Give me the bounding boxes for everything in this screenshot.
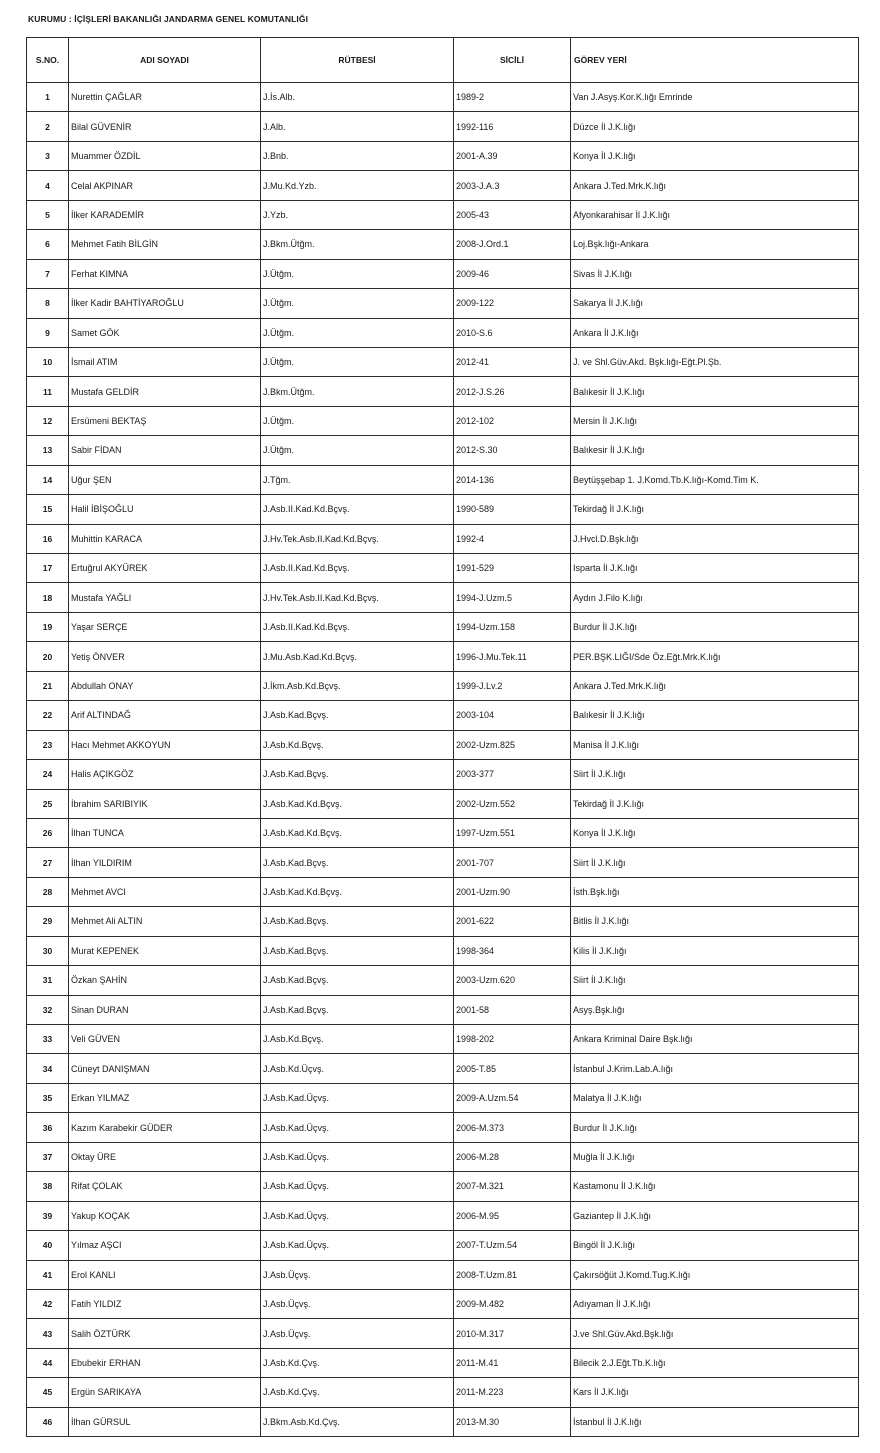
cell-name: Nurettin ÇAĞLAR (69, 83, 261, 112)
cell-name: Samet GÖK (69, 318, 261, 347)
cell-name: Muhittin KARACA (69, 524, 261, 553)
cell-name: Yakup KOÇAK (69, 1201, 261, 1230)
cell-sno: 4 (27, 171, 69, 200)
table-row (27, 1231, 859, 1260)
cell-duty-station: Asyş.Bşk.lığı (571, 995, 859, 1024)
table-row (27, 877, 859, 906)
cell-sno: 18 (27, 583, 69, 612)
table-row (27, 230, 859, 259)
cell-sno: 13 (27, 436, 69, 465)
cell-duty-station: İsth.Bşk.lığı (571, 877, 859, 906)
cell-sicil: 2007-M.321 (454, 1172, 571, 1201)
cell-sno: 7 (27, 259, 69, 288)
cell-duty-station: Balıkesir İl J.K.lığı (571, 436, 859, 465)
cell-sicil: 2006-M.373 (454, 1113, 571, 1142)
cell-duty-station: J.Hvcl.D.Bşk.lığı (571, 524, 859, 553)
cell-name: Uğur ŞEN (69, 465, 261, 494)
cell-sicil: 2009-M.482 (454, 1289, 571, 1318)
cell-duty-station: İstanbul İl J.K.lığı (571, 1407, 859, 1436)
cell-duty-station: Ankara J.Ted.Mrk.K.lığı (571, 171, 859, 200)
table-row (27, 200, 859, 229)
table-row (27, 730, 859, 759)
cell-name: Cüneyt DANIŞMAN (69, 1054, 261, 1083)
cell-duty-station: Afyonkarahisar İl J.K.lığı (571, 200, 859, 229)
cell-rank: J.Hv.Tek.Asb.II.Kad.Kd.Bçvş. (261, 583, 454, 612)
cell-sicil: 2012-102 (454, 406, 571, 435)
cell-sicil: 2005-43 (454, 200, 571, 229)
table-row (27, 377, 859, 406)
cell-rank: J.Bkm.Ütğm. (261, 230, 454, 259)
cell-sicil: 2011-M.223 (454, 1378, 571, 1407)
cell-rank: J.Hv.Tek.Asb.II.Kad.Kd.Bçvş. (261, 524, 454, 553)
cell-sicil: 2012-S.30 (454, 436, 571, 465)
cell-rank: J.Asb.Kad.Üçvş. (261, 1201, 454, 1230)
cell-sicil: 2001-Uzm.90 (454, 877, 571, 906)
cell-sno: 11 (27, 377, 69, 406)
cell-rank: J.Ütğm. (261, 436, 454, 465)
cell-rank: J.Asb.Kad.Üçvş. (261, 1083, 454, 1112)
cell-sicil: 2008-J.Ord.1 (454, 230, 571, 259)
cell-duty-station: Balıkesir İl J.K.lığı (571, 701, 859, 730)
cell-duty-station: Bingöl İl J.K.lığı (571, 1231, 859, 1260)
cell-sno: 23 (27, 730, 69, 759)
cell-sno: 29 (27, 907, 69, 936)
cell-rank: J.Asb.Kad.Bçvş. (261, 848, 454, 877)
cell-duty-station: Konya İl J.K.lığı (571, 141, 859, 170)
cell-sicil: 2001-707 (454, 848, 571, 877)
cell-sicil: 2003-Uzm.620 (454, 966, 571, 995)
cell-name: Özkan ŞAHİN (69, 966, 261, 995)
cell-rank: J.Tğm. (261, 465, 454, 494)
table-row (27, 112, 859, 141)
cell-rank: J.Bnb. (261, 141, 454, 170)
cell-rank: J.İs.Alb. (261, 83, 454, 112)
cell-sicil: 2003-J.A.3 (454, 171, 571, 200)
cell-name: Erol KANLI (69, 1260, 261, 1289)
table-header (27, 38, 859, 83)
cell-name: Ergün SARIKAYA (69, 1378, 261, 1407)
cell-name: Mustafa GELDİR (69, 377, 261, 406)
cell-sno: 44 (27, 1348, 69, 1377)
cell-sno: 2 (27, 112, 69, 141)
cell-sicil: 1999-J.Lv.2 (454, 671, 571, 700)
cell-name: Bilal GÜVENİR (69, 112, 261, 141)
cell-sicil: 2006-M.28 (454, 1142, 571, 1171)
document-header: KURUMU : İÇİŞLERİ BAKANLIĞI JANDARMA GENEL KOMUTANLIĞI (28, 14, 309, 24)
table-row (27, 1025, 859, 1054)
cell-name: Yaşar SERÇE (69, 612, 261, 641)
cell-rank: J.Asb.Kad.Bçvş. (261, 966, 454, 995)
cell-sicil: 2012-J.S.26 (454, 377, 571, 406)
table-row (27, 701, 859, 730)
cell-duty-station: J. ve Shl.Güv.Akd. Bşk.lığı-Eğt.Pl.Şb. (571, 347, 859, 376)
cell-name: Celal AKPINAR (69, 171, 261, 200)
cell-sno: 3 (27, 141, 69, 170)
cell-duty-station: Aydın J.Filo K.lığı (571, 583, 859, 612)
cell-duty-station: Balıkesir İl J.K.lığı (571, 377, 859, 406)
cell-name: Halis AÇIKGÖZ (69, 760, 261, 789)
cell-sno: 39 (27, 1201, 69, 1230)
cell-sno: 15 (27, 495, 69, 524)
cell-name: İlhan TUNCA (69, 818, 261, 847)
cell-sno: 31 (27, 966, 69, 995)
cell-sno: 5 (27, 200, 69, 229)
cell-sicil: 1994-Uzm.158 (454, 612, 571, 641)
cell-rank: J.Bkm.Asb.Kd.Çvş. (261, 1407, 454, 1436)
cell-duty-station: Düzce İl J.K.lığı (571, 112, 859, 141)
cell-sicil: 1994-J.Uzm.5 (454, 583, 571, 612)
cell-name: Halil İBİŞOĞLU (69, 495, 261, 524)
cell-sicil: 2013-M.30 (454, 1407, 571, 1436)
cell-rank: J.Asb.Kad.Bçvş. (261, 995, 454, 1024)
cell-rank: J.Asb.II.Kad.Kd.Bçvş. (261, 495, 454, 524)
cell-name: Abdullah ONAY (69, 671, 261, 700)
cell-sno: 36 (27, 1113, 69, 1142)
cell-sicil: 1998-364 (454, 936, 571, 965)
cell-sicil: 2003-104 (454, 701, 571, 730)
table-row (27, 83, 859, 112)
table-row (27, 612, 859, 641)
cell-sno: 34 (27, 1054, 69, 1083)
cell-duty-station: İstanbul J.Krim.Lab.A.lığı (571, 1054, 859, 1083)
table-row (27, 671, 859, 700)
cell-name: Arif ALTINDAĞ (69, 701, 261, 730)
cell-name: Hacı Mehmet AKKOYUN (69, 730, 261, 759)
cell-name: İlhan GÜRSUL (69, 1407, 261, 1436)
cell-duty-station: Burdur İl J.K.lığı (571, 612, 859, 641)
cell-sno: 6 (27, 230, 69, 259)
table-row (27, 1142, 859, 1171)
cell-rank: J.Asb.Üçvş. (261, 1319, 454, 1348)
cell-sno: 32 (27, 995, 69, 1024)
cell-sno: 1 (27, 83, 69, 112)
table-row (27, 1348, 859, 1377)
table-row (27, 1172, 859, 1201)
cell-sno: 8 (27, 289, 69, 318)
cell-name: Erkan YILMAZ (69, 1083, 261, 1112)
cell-name: Ebubekir ERHAN (69, 1348, 261, 1377)
cell-duty-station: Tekirdağ İl J.K.lığı (571, 789, 859, 818)
cell-duty-station: Van J.Asyş.Kor.K.lığı Emrinde (571, 83, 859, 112)
table-row (27, 347, 859, 376)
cell-sicil: 2010-M.317 (454, 1319, 571, 1348)
table-row (27, 1319, 859, 1348)
cell-rank: J.Asb.Kad.Bçvş. (261, 760, 454, 789)
personnel-table (26, 37, 859, 1437)
cell-name: Mustafa YAĞLI (69, 583, 261, 612)
cell-sno: 14 (27, 465, 69, 494)
cell-name: Rifat ÇOLAK (69, 1172, 261, 1201)
cell-sno: 27 (27, 848, 69, 877)
cell-name: Sinan DURAN (69, 995, 261, 1024)
table-row (27, 1201, 859, 1230)
cell-name: Mehmet AVCI (69, 877, 261, 906)
cell-rank: J.Mu.Asb.Kad.Kd.Bçvş. (261, 642, 454, 671)
cell-sicil: 2002-Uzm.552 (454, 789, 571, 818)
cell-sno: 46 (27, 1407, 69, 1436)
cell-duty-station: Kastamonu İl J.K.lığı (571, 1172, 859, 1201)
cell-sicil: 2001-622 (454, 907, 571, 936)
cell-rank: J.Ütğm. (261, 406, 454, 435)
cell-name: Ertuğrul AKYÜREK (69, 554, 261, 583)
cell-sicil: 2001-A.39 (454, 141, 571, 170)
cell-rank: J.Asb.Üçvş. (261, 1260, 454, 1289)
cell-rank: J.Asb.Kad.Kd.Bçvş. (261, 877, 454, 906)
table-body (27, 83, 859, 1437)
cell-rank: J.Asb.Kad.Bçvş. (261, 701, 454, 730)
cell-sno: 22 (27, 701, 69, 730)
table-row (27, 1054, 859, 1083)
cell-duty-station: Konya İl J.K.lığı (571, 818, 859, 847)
cell-sno: 43 (27, 1319, 69, 1348)
cell-sicil: 1998-202 (454, 1025, 571, 1054)
cell-duty-station: Siirt İl J.K.lığı (571, 760, 859, 789)
cell-rank: J.Asb.Kd.Çvş. (261, 1378, 454, 1407)
cell-duty-station: Siirt İl J.K.lığı (571, 848, 859, 877)
column-header-sno: S.NO. (27, 38, 69, 83)
table-row (27, 524, 859, 553)
cell-sno: 30 (27, 936, 69, 965)
cell-name: Veli GÜVEN (69, 1025, 261, 1054)
cell-duty-station: J.ve Shl.Güv.Akd.Bşk.lığı (571, 1319, 859, 1348)
cell-sicil: 2001-58 (454, 995, 571, 1024)
cell-sno: 26 (27, 818, 69, 847)
cell-rank: J.Ütğm. (261, 318, 454, 347)
cell-sicil: 2009-46 (454, 259, 571, 288)
table-row (27, 642, 859, 671)
cell-rank: J.Asb.Kad.Kd.Bçvş. (261, 789, 454, 818)
table-row (27, 936, 859, 965)
cell-sno: 17 (27, 554, 69, 583)
table-row (27, 966, 859, 995)
cell-sicil: 1992-4 (454, 524, 571, 553)
cell-sicil: 2014-136 (454, 465, 571, 494)
cell-sicil: 1990-589 (454, 495, 571, 524)
table-row (27, 436, 859, 465)
cell-duty-station: Beytüşşebap 1. J.Komd.Tb.K.lığı-Komd.Tim K. (571, 465, 859, 494)
table-row (27, 583, 859, 612)
table-row (27, 259, 859, 288)
cell-name: Mehmet Fatih BİLGİN (69, 230, 261, 259)
table-row (27, 318, 859, 347)
table-row (27, 1378, 859, 1407)
cell-sno: 45 (27, 1378, 69, 1407)
cell-rank: J.Asb.Kad.Üçvş. (261, 1231, 454, 1260)
cell-rank: J.Ütğm. (261, 289, 454, 318)
cell-rank: J.Mu.Kd.Yzb. (261, 171, 454, 200)
cell-name: Sabir FİDAN (69, 436, 261, 465)
table-row (27, 848, 859, 877)
table-row (27, 995, 859, 1024)
cell-name: İlker Kadir BAHTİYAROĞLU (69, 289, 261, 318)
cell-rank: J.Alb. (261, 112, 454, 141)
column-header-name: ADI SOYADI (69, 38, 261, 83)
table-row (27, 554, 859, 583)
cell-duty-station: Sivas İl J.K.lığı (571, 259, 859, 288)
cell-sno: 9 (27, 318, 69, 347)
table-row (27, 141, 859, 170)
table-row (27, 465, 859, 494)
cell-duty-station: Bilecik 2.J.Eğt.Tb.K.lığı (571, 1348, 859, 1377)
cell-sicil: 2008-T.Uzm.81 (454, 1260, 571, 1289)
cell-name: Yılmaz AŞCI (69, 1231, 261, 1260)
table-row (27, 406, 859, 435)
cell-duty-station: Ankara İl J.K.lığı (571, 318, 859, 347)
cell-name: Fatih YILDIZ (69, 1289, 261, 1318)
cell-sicil: 1991-529 (454, 554, 571, 583)
cell-name: Ersümeni BEKTAŞ (69, 406, 261, 435)
cell-rank: J.Asb.Kd.Üçvş. (261, 1054, 454, 1083)
cell-rank: J.Asb.Üçvş. (261, 1289, 454, 1318)
column-header-rank: RÜTBESİ (261, 38, 454, 83)
table-row (27, 171, 859, 200)
cell-duty-station: Sakarya İl J.K.lığı (571, 289, 859, 318)
cell-duty-station: Tekirdağ İl J.K.lığı (571, 495, 859, 524)
cell-sicil: 2012-41 (454, 347, 571, 376)
cell-rank: J.Asb.II.Kad.Kd.Bçvş. (261, 612, 454, 641)
cell-sno: 16 (27, 524, 69, 553)
cell-rank: J.Asb.Kad.Bçvş. (261, 907, 454, 936)
cell-duty-station: Gaziantep İl J.K.lığı (571, 1201, 859, 1230)
cell-rank: J.Asb.II.Kad.Kd.Bçvş. (261, 554, 454, 583)
cell-name: Muammer ÖZDİL (69, 141, 261, 170)
cell-name: Oktay ÜRE (69, 1142, 261, 1171)
cell-rank: J.Asb.Kad.Bçvş. (261, 936, 454, 965)
cell-sno: 20 (27, 642, 69, 671)
cell-sicil: 1989-2 (454, 83, 571, 112)
table-row (27, 1083, 859, 1112)
table-row (27, 789, 859, 818)
cell-sno: 24 (27, 760, 69, 789)
cell-name: İlker KARADEMİR (69, 200, 261, 229)
cell-rank: J.Yzb. (261, 200, 454, 229)
cell-rank: J.Asb.Kd.Bçvş. (261, 1025, 454, 1054)
cell-sicil: 2011-M.41 (454, 1348, 571, 1377)
cell-duty-station: Siirt İl J.K.lığı (571, 966, 859, 995)
cell-sicil: 2009-122 (454, 289, 571, 318)
cell-sno: 12 (27, 406, 69, 435)
table-row (27, 289, 859, 318)
cell-duty-station: Malatya İl J.K.lığı (571, 1083, 859, 1112)
cell-name: Yetiş ÖNVER (69, 642, 261, 671)
cell-duty-station: Mersin İl J.K.lığı (571, 406, 859, 435)
table-row (27, 907, 859, 936)
cell-rank: J.İkm.Asb.Kd.Bçvş. (261, 671, 454, 700)
cell-sicil: 2010-S.6 (454, 318, 571, 347)
cell-sno: 38 (27, 1172, 69, 1201)
cell-sno: 41 (27, 1260, 69, 1289)
cell-duty-station: Isparta İl J.K.lığı (571, 554, 859, 583)
cell-rank: J.Ütğm. (261, 347, 454, 376)
cell-rank: J.Ütğm. (261, 259, 454, 288)
cell-duty-station: Ankara J.Ted.Mrk.K.lığı (571, 671, 859, 700)
cell-sicil: 2007-T.Uzm.54 (454, 1231, 571, 1260)
cell-sicil: 2003-377 (454, 760, 571, 789)
cell-sicil: 2005-T.85 (454, 1054, 571, 1083)
cell-name: Kazım Karabekir GÜDER (69, 1113, 261, 1142)
cell-sicil: 2009-A.Uzm.54 (454, 1083, 571, 1112)
cell-rank: J.Asb.Kad.Üçvş. (261, 1142, 454, 1171)
cell-rank: J.Asb.Kd.Çvş. (261, 1348, 454, 1377)
cell-duty-station: PER.BŞK.LIĞI/Sde Öz.Eğt.Mrk.K.lığı (571, 642, 859, 671)
cell-duty-station: Muğla İl J.K.lığı (571, 1142, 859, 1171)
header-row (27, 38, 859, 83)
table-row (27, 1113, 859, 1142)
cell-sno: 35 (27, 1083, 69, 1112)
cell-sno: 28 (27, 877, 69, 906)
cell-name: Salih ÖZTÜRK (69, 1319, 261, 1348)
cell-sicil: 1996-J.Mu.Tek.11 (454, 642, 571, 671)
cell-sno: 33 (27, 1025, 69, 1054)
cell-name: Mehmet Ali ALTIN (69, 907, 261, 936)
table-row (27, 1407, 859, 1436)
cell-sicil: 2006-M.95 (454, 1201, 571, 1230)
cell-sno: 40 (27, 1231, 69, 1260)
cell-duty-station: Kars İl J.K.lığı (571, 1378, 859, 1407)
cell-name: Murat KEPENEK (69, 936, 261, 965)
cell-rank: J.Asb.Kad.Üçvş. (261, 1172, 454, 1201)
cell-sno: 25 (27, 789, 69, 818)
cell-rank: J.Asb.Kd.Bçvş. (261, 730, 454, 759)
table-row (27, 818, 859, 847)
cell-duty-station: Çakırsöğüt J.Komd.Tug.K.lığı (571, 1260, 859, 1289)
cell-rank: J.Asb.Kad.Üçvş. (261, 1113, 454, 1142)
cell-duty-station: Manisa İl J.K.lığı (571, 730, 859, 759)
cell-name: İbrahim SARIBIYIK (69, 789, 261, 818)
cell-duty-station: Kilis İl J.K.lığı (571, 936, 859, 965)
cell-duty-station: Burdur İl J.K.lığı (571, 1113, 859, 1142)
cell-name: İlhan YILDIRIM (69, 848, 261, 877)
cell-sicil: 1997-Uzm.551 (454, 818, 571, 847)
cell-duty-station: Bitlis İl J.K.lığı (571, 907, 859, 936)
cell-sicil: 2002-Uzm.825 (454, 730, 571, 759)
cell-rank: J.Asb.Kad.Kd.Bçvş. (261, 818, 454, 847)
cell-sno: 42 (27, 1289, 69, 1318)
cell-sno: 21 (27, 671, 69, 700)
cell-name: Ferhat KIMNA (69, 259, 261, 288)
cell-rank: J.Bkm.Ütğm. (261, 377, 454, 406)
column-header-duty-station: GÖREV YERİ (571, 38, 859, 83)
cell-duty-station: Loj.Bşk.lığı-Ankara (571, 230, 859, 259)
cell-name: İsmail ATIM (69, 347, 261, 376)
table-row (27, 495, 859, 524)
table-row (27, 1260, 859, 1289)
table-row (27, 760, 859, 789)
cell-sno: 10 (27, 347, 69, 376)
cell-sno: 37 (27, 1142, 69, 1171)
cell-duty-station: Adıyaman İl J.K.lığı (571, 1289, 859, 1318)
column-header-sicil: SİCİLİ (454, 38, 571, 83)
table-row (27, 1289, 859, 1318)
cell-duty-station: Ankara Kriminal Daire Bşk.lığı (571, 1025, 859, 1054)
cell-sicil: 1992-116 (454, 112, 571, 141)
cell-sno: 19 (27, 612, 69, 641)
